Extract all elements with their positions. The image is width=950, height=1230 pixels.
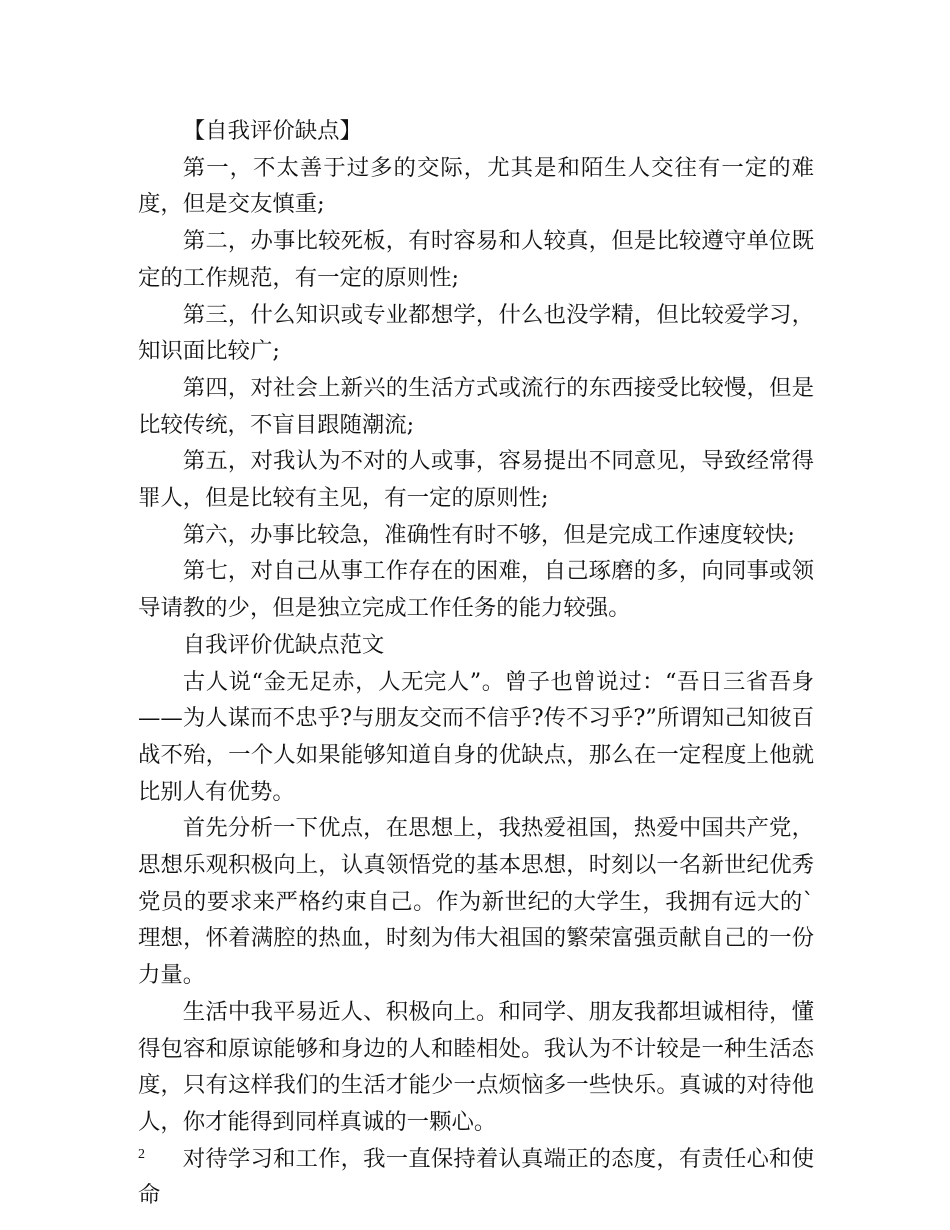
paragraph-weakness-1: 第一，不太善于过多的交际，尤其是和陌生人交往有一定的难度，但是交友慎重;	[138, 154, 814, 218]
paragraph-intro: 古人说“金无足赤，人无完人”。曾子也曾说过：“吾日三省吾身——为人谋而不忠乎?与朋友交而不信乎?传不习乎?”所谓知己知彼百战不殆，一个人如果能够知道自身的优缺点，那么在一定程度上他就比别人有优势。	[138, 668, 814, 805]
heading-self-evaluation-weaknesses: 【自我评价缺点】	[182, 118, 362, 144]
document-body	[138, 113, 814, 1214]
paragraph-weakness-5: 第五，对我认为不对的人或事，容易提出不同意见，导致经常得罪人，但是比较有主见，有一定的原则性;	[138, 448, 814, 512]
paragraph-weakness-2: 第二，办事比较死板，有时容易和人较真，但是比较遵守单位既定的工作规范，有一定的原则性;	[138, 228, 814, 291]
heading-sample-essay: 自我评价优缺点范文	[182, 631, 385, 658]
paragraph-weakness-3: 第三，什么知识或专业都想学，什么也没学精，但比较爱学习，知识面比较广;	[138, 301, 814, 365]
paragraph-weakness-6: 第六，办事比较急，准确性有时不够，但是完成工作速度较快;	[182, 521, 795, 548]
paragraph-strengths-life: 生活中我平易近人、积极向上。和同学、朋友我都坦诚相待，懂得包容和原谅能够和身边的人和睦相处。我认为不计较是一种生活态度，只有这样我们的生活才能少一点烦恼多一些快乐。真诚的对待他人，你才能得到同样真诚的一颗心。	[138, 998, 814, 1135]
paragraph-weakness-4: 第四，对社会上新兴的生活方式或流行的东西接受比较慢，但是比较传统，不盲目跟随潮流;	[138, 374, 814, 438]
paragraph-strengths-thought: 首先分析一下优点，在思想上，我热爱祖国，热爱中国共产党，思想乐观积极向上，认真领悟党的基本思想，时刻以一名新世纪优秀党员的要求来严格约束自己。作为新世纪的大学生，我拥有远大的`理想，怀着满腔的热血，时刻为伟大祖国的繁荣富强贡献自己的一份力量。	[138, 815, 814, 989]
paragraph-weakness-7: 第七，对自己从事工作存在的困难，自己琢磨的多，向同事或领导请教的少，但是独立完成工作任务的能力较强。	[138, 558, 814, 622]
paragraph-strengths-work: 对待学习和工作，我一直保持着认真端正的态度，有责任心和使命	[138, 1145, 814, 1209]
page-number: 2	[138, 1147, 145, 1162]
